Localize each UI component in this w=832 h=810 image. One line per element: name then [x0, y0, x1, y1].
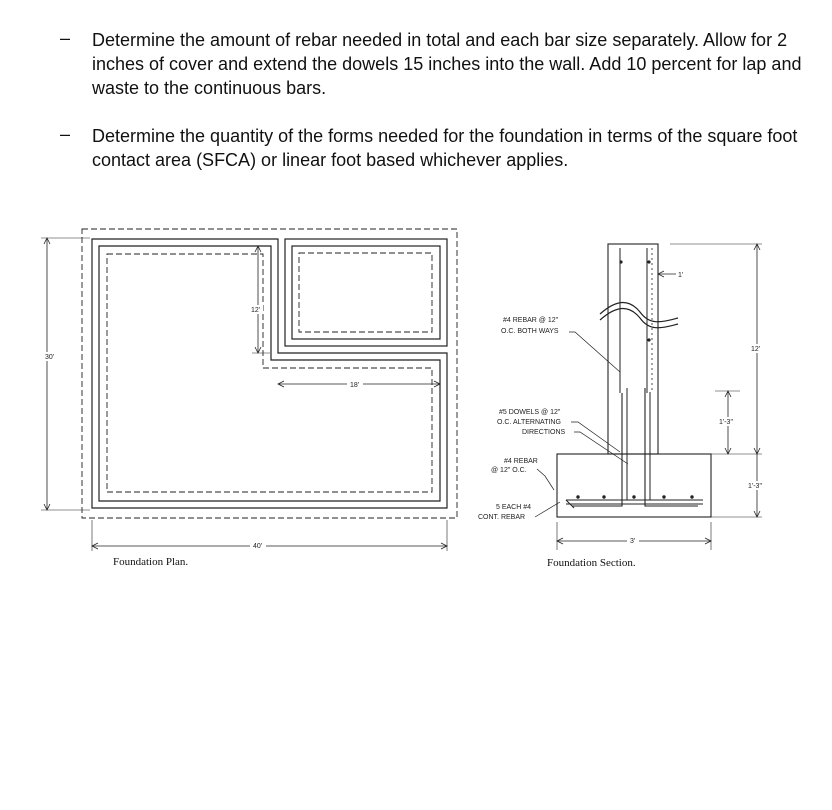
instruction-text: Determine the amount of rebar needed in total and each bar size separately. Allow for 2 inches of cover and extend the dowels 15 inches into the wall. Add 10 percent for lap and waste to the continuous bars.	[92, 30, 802, 98]
wall-outer-line	[92, 239, 447, 508]
section-dim-dowel-extension: 1'-3"	[719, 419, 733, 426]
section-note-dowels: #5 DOWELS @ 12" O.C. ALTERNATING DIRECTIONS	[497, 409, 566, 436]
foundation-section	[535, 244, 762, 550]
section-note-footing-rebar: #4 REBAR @ 12" O.C.	[491, 458, 538, 474]
section-note-wall-rebar: #4 REBAR @ 12" O.C. BOTH WAYS	[501, 317, 559, 335]
plan-dim-height-label: 30'	[45, 354, 55, 361]
section-dim-wall-thickness: 1'	[678, 272, 684, 279]
room-wall-outer	[285, 239, 447, 346]
instruction-text: Determine the quantity of the forms needed for the foundation in terms of the square foot contact area (SFCA) or linear foot based whichever applies.	[92, 126, 798, 170]
section-dim-footing-depth: 1'-3"	[748, 483, 762, 490]
room-wall-inner	[292, 246, 440, 339]
plan-dim-notch-height-label: 12'	[251, 307, 261, 314]
bullet-dash: –	[60, 28, 71, 48]
section-dim-wall-height: 12'	[751, 346, 761, 353]
footing-outline-inner	[107, 254, 432, 492]
footing-section	[557, 454, 711, 517]
bullet-dash: –	[60, 124, 71, 144]
plan-dim-width-label: 40'	[253, 543, 263, 550]
foundation-plan	[41, 229, 457, 551]
section-dim-footing-width: 3'	[630, 538, 636, 545]
plan-caption: Foundation Plan.	[113, 556, 189, 568]
footing-outline-outer	[82, 229, 457, 518]
wall-inner-line	[99, 246, 440, 501]
plan-dim-notch-width-label: 18'	[350, 382, 360, 389]
room-footing-inner	[299, 253, 432, 332]
section-caption: Foundation Section.	[547, 557, 636, 569]
section-note-continuous-rebar: 5 EACH #4 CONT. REBAR	[478, 504, 532, 521]
